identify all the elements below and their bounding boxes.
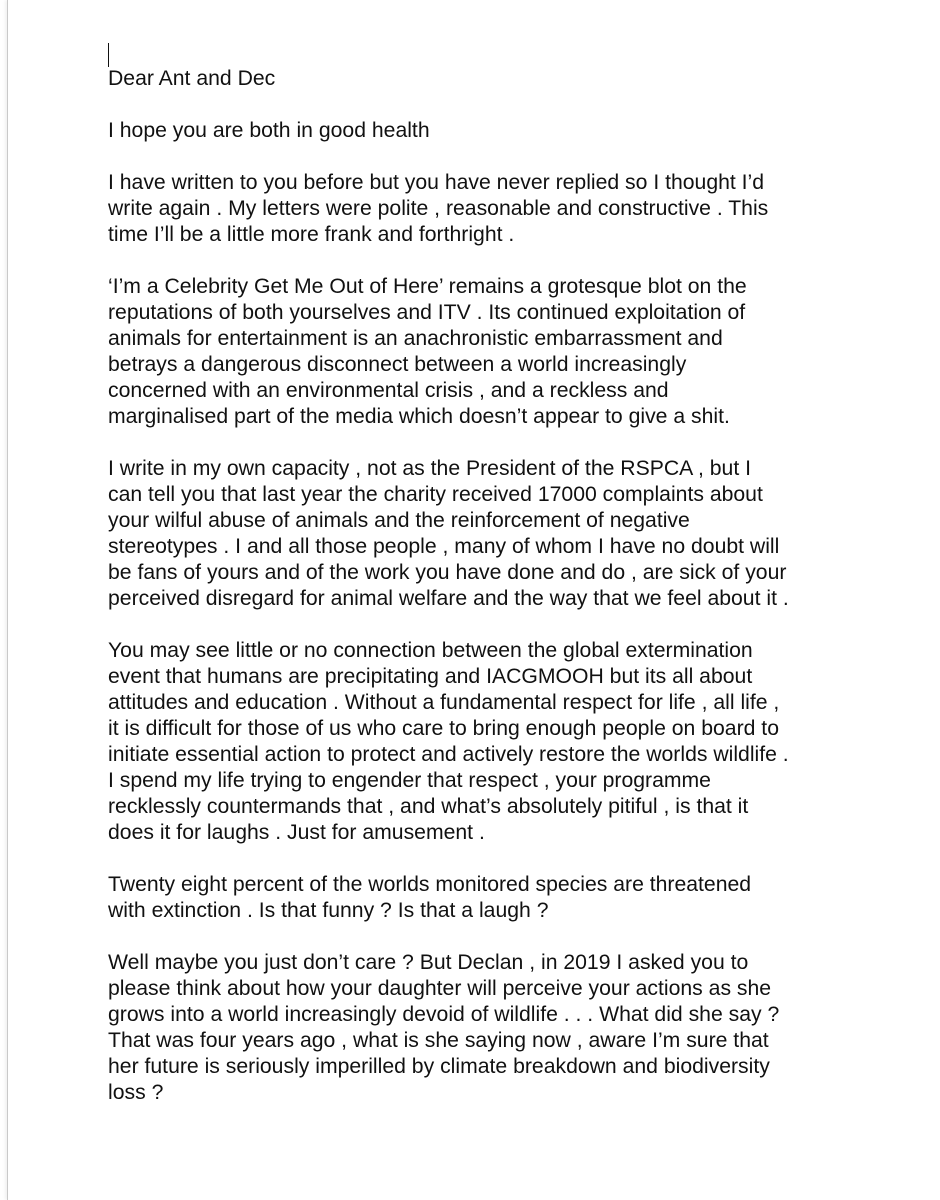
text-cursor — [108, 43, 109, 67]
paragraph-written-before: I have written to you before but you have never replied so I thought I’d write again . My letters were polite , reasonable and constructive . This time I’ll be a little more frank and forthright . — [108, 171, 769, 246]
letter-body[interactable] — [108, 66, 928, 1106]
paragraph-rspca: I write in my own capacity , not as the President of the RSPCA , but I can tell you that last year the charity received 17000 complaints about your wilful abuse of animals and the reinforcement of negative stereotypes . I and all those people , many of whom I have no doubt will be fans of yours and of the work you have done and do , are sick of your perceived disregard for animal welfare and the way that we feel about it . — [108, 457, 789, 610]
paragraph-celebrity-show: ‘I’m a Celebrity Get Me Out of Here’ remains a grotesque blot on the reputations of both yourselves and ITV . Its continued exploitation of animals for entertainment is an anachronistic embarrassment and betrays a dangerous disconnect between a world increasingly concerned with an environmental crisis , and a reckless and marginalised part of the media which doesn’t appear to give a shit. — [108, 275, 747, 428]
paragraph-extermination: You may see little or no connection between the global extermination event that humans are precipitating and IACGMOOH but its all about attitudes and education . Without a fundamental respect for life , all life , it is difficult for those of us who care to bring enough people on board to initiate essential action to protect and actively restore the worlds wildlife . I spend my life trying to engender that respect , your programme recklessly countermands that , and what’s absolutely pitiful , is that it does it for laughs . Just for amusement . — [108, 639, 789, 844]
salutation: Dear Ant and Dec — [108, 67, 276, 90]
paragraph-declan: Well maybe you just don’t care ? But Declan , in 2019 I asked you to please think about how your daughter will perceive your actions as she grows into a world increasingly devoid of wildlife . . . What did she say ? That was four years ago , what is she saying now , aware I’m sure that her future is seriously imperilled by climate breakdown and biodiversity loss ? — [108, 951, 780, 1104]
paragraph-extinction: Twenty eight percent of the worlds monitored species are threatened with extinction . Is that funny ? Is that a laugh ? — [108, 873, 752, 922]
paragraph-health: I hope you are both in good health — [108, 119, 430, 142]
